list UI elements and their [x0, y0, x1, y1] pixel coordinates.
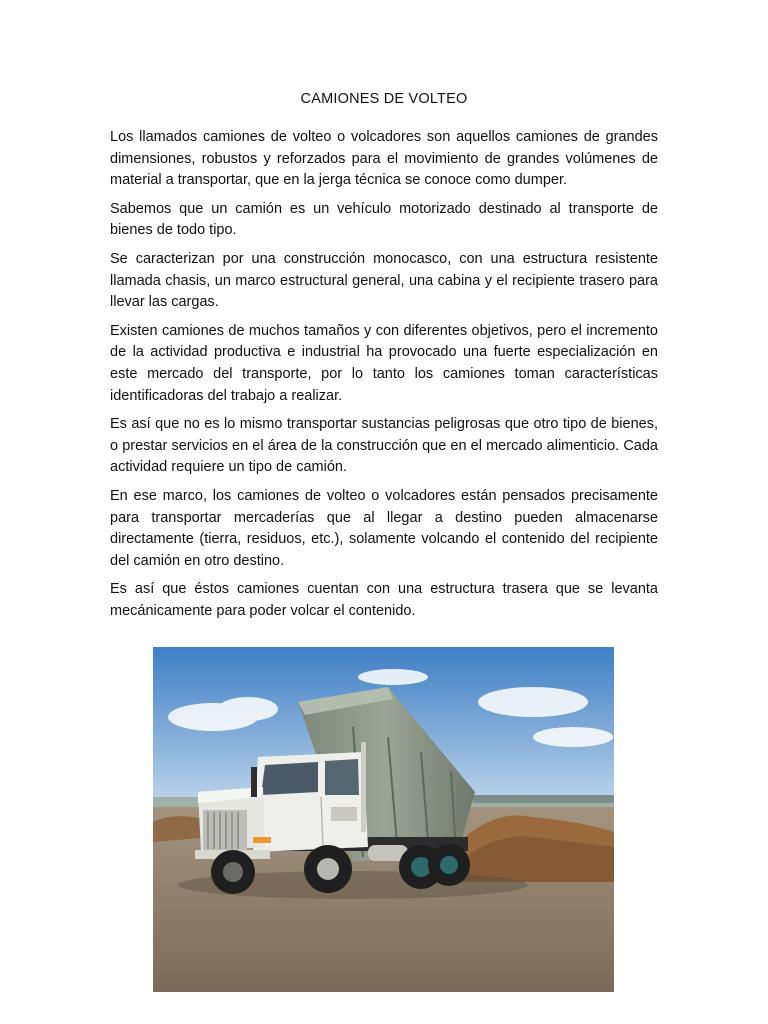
- dump-truck-photo: [153, 647, 614, 992]
- document-body: [110, 127, 658, 629]
- paragraph-3: Se caracterizan por una construcción monocasco, con una estructura resistente llamada chasis, un marco estructural general, una cabina y el recipiente trasero para llevar las cargas.: [110, 250, 658, 311]
- paragraph-6: En ese marco, los camiones de volteo o volcadores están pensados precisamente para transportar mercaderías que al llegar a destino pueden almacenarse directamente (tierra, residuos, etc.), solamente volcando el contenido del recipiente del camión en otro destino.: [110, 487, 658, 569]
- document-title: CAMIONES DE VOLTEO: [300, 91, 468, 107]
- paragraph-4: Existen camiones de muchos tamaños y con diferentes objetivos, pero el incremento de la actividad productiva e industrial ha provocado una fuerte especialización en este mercado del transporte, por lo tanto los camiones toman características identificadoras del trabajo a realizar.: [110, 322, 658, 404]
- paragraph-1: Los llamados camiones de volteo o volcadores son aquellos camiones de grandes dimensiones, robustos y reforzados para el movimiento de grandes volúmenes de material a transportar, que en la jerga técnica se conoce como dumper.: [110, 129, 658, 189]
- paragraph-2: Sabemos que un camión es un vehículo motorizado destinado al transporte de bienes de todo tipo.: [110, 200, 658, 239]
- paragraph-5: Es así que no es lo mismo transportar sustancias peligrosas que otro tipo de bienes, o prestar servicios en el área de la construcción que en el mercado alimenticio. Cada actividad requiere un tipo de camión.: [110, 416, 658, 476]
- grille: [203, 810, 247, 850]
- paragraph-7: Es así que éstos camiones cuentan con una estructura trasera que se levanta mecánicamente para poder volcar el contenido.: [110, 581, 658, 619]
